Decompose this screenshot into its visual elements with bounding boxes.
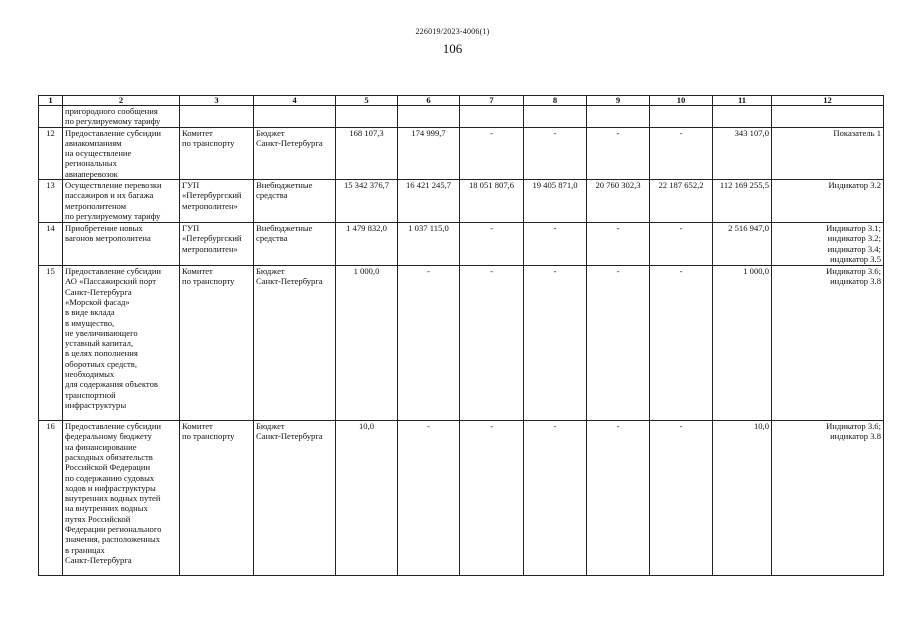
table-cell-col-3: ГУП «Петербургский метрополитен» — [180, 180, 254, 223]
table-cell-col-6: 174 999,7 — [398, 127, 460, 179]
table-cell-col-6 — [398, 106, 460, 128]
table-cell-col-10 — [650, 106, 713, 128]
page-number: 106 — [442, 41, 463, 56]
table-body — [39, 96, 884, 576]
table-cell-col-2: пригородного сообщения по регулируемому тарифу — [63, 106, 180, 128]
table-cell-col-3: Комитет по транспорту — [180, 421, 254, 576]
column-header-5: 5 — [336, 96, 398, 106]
table-cell-col-7: - — [460, 127, 524, 179]
table-cell-col-6: - — [398, 266, 460, 421]
table-cell-col-12: Индикатор 3.1; индикатор 3.2; индикатор 3.4; индикатор 3.5 — [772, 223, 884, 266]
table-cell-col-7: - — [460, 421, 524, 576]
table-cell-col-8: - — [524, 127, 587, 179]
table-cell-col-12: Индикатор 3.6; индикатор 3.8 — [772, 421, 884, 576]
document-id: 226019/2023-4006(1) — [415, 27, 490, 36]
budget-table — [38, 95, 884, 576]
table-cell-col-8: - — [524, 266, 587, 421]
table-cell-col-2: Приобретение новых вагонов метрополитена — [63, 223, 180, 266]
column-header-12: 12 — [772, 96, 884, 106]
table-cell-col-10: - — [650, 127, 713, 179]
table-cell-col-3: Комитет по транспорту — [180, 127, 254, 179]
table-cell-col-9: - — [587, 223, 650, 266]
table-cell-col-2: Предоставление субсидии федеральному бюджету на финансирование расходных обязательств Российской Федерации по содержанию судовых ходов и инфраструктуры внутренних водных путей на внутренних водных путях Российской Федерации регионального значения, расположенных в границах Санкт-Петербурга — [63, 421, 180, 576]
table-cell-col-4: Бюджет Санкт-Петербурга — [254, 421, 336, 576]
table-cell-col-7: - — [460, 223, 524, 266]
table-cell-col-9: 20 760 302,3 — [587, 180, 650, 223]
table-cell-col-6: 1 037 115,0 — [398, 223, 460, 266]
column-header-3: 3 — [180, 96, 254, 106]
table-cell-col-4: Внебюджетные средства — [254, 180, 336, 223]
table-cell-col-1: 15 — [39, 266, 63, 421]
table-row — [39, 127, 884, 179]
column-header-8: 8 — [524, 96, 587, 106]
table-cell-col-4 — [254, 106, 336, 128]
table-cell-col-2: Осуществление перевозки пассажиров и их багажа метрополитеном по регулируемому тарифу — [63, 180, 180, 223]
table-cell-col-8 — [524, 106, 587, 128]
table-cell-col-10: 22 187 652,2 — [650, 180, 713, 223]
table-cell-col-5: 1 479 832,0 — [336, 223, 398, 266]
column-header-7: 7 — [460, 96, 524, 106]
table-cell-col-1: 12 — [39, 127, 63, 179]
table-cell-col-12: Показатель 1 — [772, 127, 884, 179]
table-cell-col-9: - — [587, 127, 650, 179]
column-header-2: 2 — [63, 96, 180, 106]
column-header-9: 9 — [587, 96, 650, 106]
table-cell-col-1 — [39, 106, 63, 128]
table-cell-col-9: - — [587, 266, 650, 421]
table-cell-col-11: 2 516 947,0 — [713, 223, 772, 266]
table-cell-col-5: 1 000,0 — [336, 266, 398, 421]
column-header-10: 10 — [650, 96, 713, 106]
table-cell-col-11: 112 169 255,5 — [713, 180, 772, 223]
table-cell-col-5 — [336, 106, 398, 128]
table-cell-col-10: - — [650, 223, 713, 266]
table-cell-col-5: 10,0 — [336, 421, 398, 576]
table-cell-col-5: 15 342 376,7 — [336, 180, 398, 223]
table-cell-col-9 — [587, 106, 650, 128]
table-cell-col-10: - — [650, 266, 713, 421]
table-cell-col-4: Внебюджетные средства — [254, 223, 336, 266]
table-cell-col-12 — [772, 106, 884, 128]
table-cell-col-12: Индикатор 3.6; индикатор 3.8 — [772, 266, 884, 421]
table-cell-col-3: ГУП «Петербургский метрополитен» — [180, 223, 254, 266]
column-header-6: 6 — [398, 96, 460, 106]
table-header-row — [39, 96, 884, 106]
table-cell-col-12: Индикатор 3.2 — [772, 180, 884, 223]
table-cell-col-4: Бюджет Санкт-Петербурга — [254, 266, 336, 421]
table-row — [39, 223, 884, 266]
table-cell-col-11: 1 000,0 — [713, 266, 772, 421]
table-cell-col-9: - — [587, 421, 650, 576]
table-cell-col-11: 343 107,0 — [713, 127, 772, 179]
table-cell-col-2: Предоставление субсидии авиакомпаниям на осуществление региональных авиаперевозок — [63, 127, 180, 179]
table-cell-col-8: - — [524, 421, 587, 576]
column-header-11: 11 — [713, 96, 772, 106]
table-row — [39, 106, 884, 128]
table-cell-col-5: 168 107,3 — [336, 127, 398, 179]
column-header-1: 1 — [39, 96, 63, 106]
table-cell-col-1: 16 — [39, 421, 63, 576]
table-cell-col-11: 10,0 — [713, 421, 772, 576]
table-cell-col-7: 18 051 807,6 — [460, 180, 524, 223]
table-cell-col-7 — [460, 106, 524, 128]
table-cell-col-3: Комитет по транспорту — [180, 266, 254, 421]
table-cell-col-6: 16 421 245,7 — [398, 180, 460, 223]
table-row — [39, 421, 884, 576]
table-row — [39, 180, 884, 223]
table-cell-col-8: - — [524, 223, 587, 266]
table-cell-col-1: 13 — [39, 180, 63, 223]
table-cell-col-6: - — [398, 421, 460, 576]
table-cell-col-11 — [713, 106, 772, 128]
table-cell-col-3 — [180, 106, 254, 128]
table-cell-col-2: Предоставление субсидии АО «Пассажирский порт Санкт-Петербурга «Морской фасад» в виде вклада в имущество, не увеличивающего уставный капитал, в целях пополнения оборотных средств, необходимых для содержания объектов транспортной инфраструктуры — [63, 266, 180, 421]
table-cell-col-4: Бюджет Санкт-Петербурга — [254, 127, 336, 179]
table-cell-col-7: - — [460, 266, 524, 421]
table-cell-col-8: 19 405 871,0 — [524, 180, 587, 223]
table-cell-col-1: 14 — [39, 223, 63, 266]
column-header-4: 4 — [254, 96, 336, 106]
table-row — [39, 266, 884, 421]
table-cell-col-10: - — [650, 421, 713, 576]
